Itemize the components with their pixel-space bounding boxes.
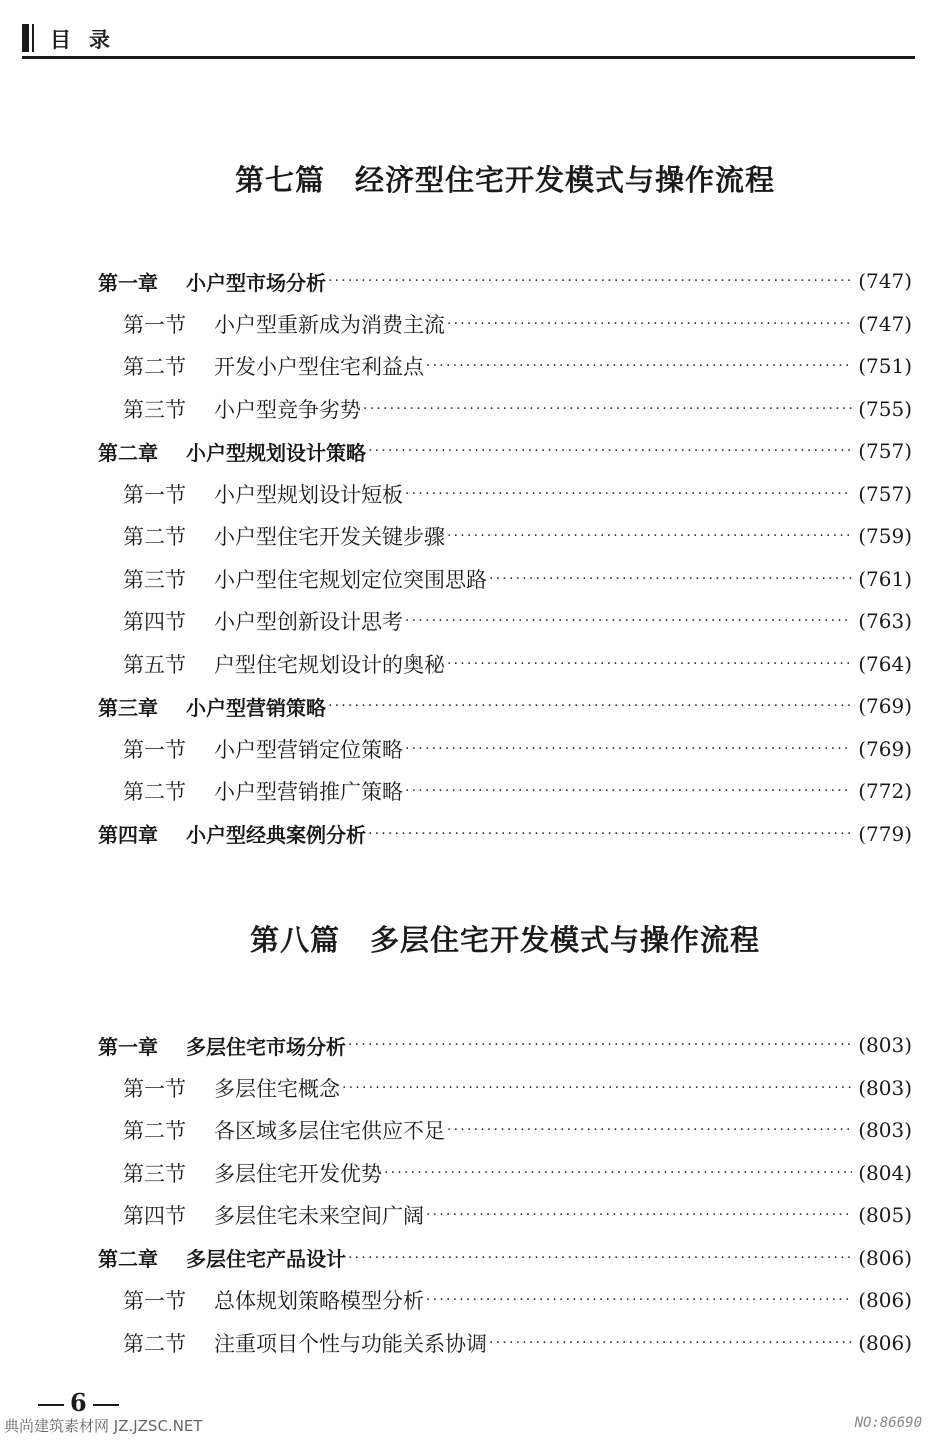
entry-number: 第三节 (123, 397, 186, 422)
entry-number: 第三节 (123, 1161, 186, 1186)
entry-page: (803) (858, 1033, 912, 1058)
toc-section-row (98, 558, 912, 601)
entry-page: (805) (858, 1203, 912, 1228)
toc-chapter-row (98, 685, 912, 728)
entry-title: 总体规划策略模型分析 (214, 1289, 424, 1314)
entry-number: 第二节 (123, 355, 186, 380)
entry-page: (747) (858, 311, 912, 336)
entry-page: (755) (858, 396, 912, 421)
entry-page: (806) (858, 1330, 912, 1355)
toc-section-row (98, 728, 912, 771)
dot-leader (405, 783, 852, 799)
entry-title: 多层住宅开发优势 (214, 1161, 382, 1186)
toc-part-7 (98, 260, 912, 855)
toc-section-row (98, 1152, 912, 1195)
entry-number: 第二节 (123, 1331, 186, 1356)
entry-number: 第一节 (123, 1076, 186, 1101)
entry-title: 多层住宅产品设计 (186, 1247, 346, 1272)
dot-leader (405, 486, 852, 502)
entry-page: (757) (858, 481, 912, 506)
page-header (22, 22, 915, 59)
entry-title: 小户型住宅开发关键步骤 (214, 525, 445, 550)
entry-number: 第二节 (123, 1119, 186, 1144)
dot-leader (384, 1165, 852, 1181)
dot-leader (426, 1292, 852, 1308)
entry-number: 第三章 (98, 695, 158, 720)
entry-number: 第四章 (98, 823, 158, 848)
part-name: 经济型住宅开发模式与操作流程 (355, 163, 776, 197)
toc-section-row (98, 1109, 912, 1152)
part-name: 多层住宅开发模式与操作流程 (370, 923, 761, 957)
entry-page: (806) (858, 1288, 912, 1313)
entry-page: (761) (858, 566, 912, 591)
toc-part-8 (98, 1024, 912, 1364)
entry-title: 户型住宅规划设计的奥秘 (214, 652, 445, 677)
toc-chapter-row (98, 1024, 912, 1067)
entry-title: 小户型规划设计策略 (186, 440, 366, 465)
entry-number: 第二章 (98, 1247, 158, 1272)
entry-number: 第二节 (123, 525, 186, 550)
dot-leader (447, 1122, 852, 1138)
entry-title: 多层住宅未来空间广阔 (214, 1204, 424, 1229)
dot-leader (328, 273, 852, 289)
dot-leader (328, 698, 852, 714)
entry-number: 第二章 (98, 440, 158, 465)
dot-leader (348, 1250, 852, 1266)
toc-chapter-row (98, 430, 912, 473)
toc-section-row (98, 643, 912, 686)
entry-title: 小户型住宅规划定位突围思路 (214, 567, 487, 592)
part-num: 第七篇 (234, 163, 325, 197)
dot-leader (342, 1080, 852, 1096)
toc-section-row (98, 1067, 912, 1110)
toc-section-row (98, 1279, 912, 1322)
entry-title: 开发小户型住宅利益点 (214, 355, 424, 380)
toc-chapter-row (98, 260, 912, 303)
entry-page: (769) (858, 736, 912, 761)
entry-title: 小户型营销定位策略 (214, 737, 403, 762)
dot-leader (368, 826, 852, 842)
dot-leader (489, 1335, 852, 1351)
dot-leader (447, 656, 852, 672)
toc-chapter-row (98, 813, 912, 856)
toc-section-row (98, 1322, 912, 1365)
entry-page: (747) (858, 269, 912, 294)
entry-title: 各区域多层住宅供应不足 (214, 1119, 445, 1144)
header-bar (22, 24, 29, 52)
entry-number: 第一节 (123, 737, 186, 762)
entry-title: 注重项目个性与功能关系协调 (214, 1331, 487, 1356)
page-number (32, 1388, 125, 1417)
entry-page: (764) (858, 651, 912, 676)
header-title: 目录 (50, 28, 128, 52)
entry-number: 第四节 (123, 610, 186, 635)
entry-page: (769) (858, 694, 912, 719)
entry-title: 小户型规划设计短板 (214, 482, 403, 507)
entry-number: 第五节 (123, 652, 186, 677)
entry-title: 小户型营销推广策略 (214, 780, 403, 805)
entry-title: 小户型重新成为消费主流 (214, 312, 445, 337)
toc-section-row (98, 770, 912, 813)
dot-leader (405, 613, 852, 629)
toc-section-row (98, 303, 912, 346)
dot-leader (405, 741, 852, 757)
toc-section-row (98, 388, 912, 431)
page-number-text: 6 (70, 1388, 87, 1417)
entry-title: 多层住宅市场分析 (186, 1034, 346, 1059)
part-title-7 (0, 158, 950, 199)
part-num: 第八篇 (249, 923, 340, 957)
dot-leader (489, 571, 852, 587)
entry-number: 第一节 (123, 312, 186, 337)
entry-number: 第一章 (98, 270, 158, 295)
watermark-right: NO:86690 (854, 1415, 922, 1431)
entry-number: 第一节 (123, 482, 186, 507)
entry-number: 第二节 (123, 780, 186, 805)
entry-number: 第四节 (123, 1204, 186, 1229)
dot-leader (426, 1207, 852, 1223)
entry-page: (803) (858, 1075, 912, 1100)
entry-page: (757) (858, 439, 912, 464)
entry-page: (763) (858, 609, 912, 634)
entry-page: (804) (858, 1160, 912, 1185)
entry-page: (806) (858, 1245, 912, 1270)
entry-number: 第一节 (123, 1289, 186, 1314)
entry-number: 第三节 (123, 567, 186, 592)
dot-leader (368, 443, 852, 459)
toc-section-row (98, 515, 912, 558)
entry-page: (759) (858, 524, 912, 549)
part-title-8 (0, 918, 950, 959)
entry-title: 小户型竞争劣势 (214, 397, 361, 422)
dot-leader (447, 316, 852, 332)
dot-leader (426, 358, 852, 374)
entry-page: (772) (858, 779, 912, 804)
entry-title: 小户型经典案例分析 (186, 823, 366, 848)
dot-leader (363, 401, 852, 417)
toc-chapter-row (98, 1237, 912, 1280)
entry-title: 多层住宅概念 (214, 1076, 340, 1101)
entry-title: 小户型营销策略 (186, 695, 326, 720)
entry-number: 第一章 (98, 1034, 158, 1059)
header-bar-thin (32, 24, 34, 52)
entry-page: (803) (858, 1118, 912, 1143)
dot-leader (348, 1037, 852, 1053)
entry-page: (751) (858, 354, 912, 379)
toc-section-row (98, 600, 912, 643)
toc-section-row (98, 473, 912, 516)
entry-page: (779) (858, 821, 912, 846)
toc-section-row (98, 345, 912, 388)
watermark-left: 典尚建筑素材网 JZ.JZSC.NET (4, 1417, 203, 1435)
entry-title: 小户型市场分析 (186, 270, 326, 295)
dot-leader (447, 528, 852, 544)
entry-title: 小户型创新设计思考 (214, 610, 403, 635)
toc-section-row (98, 1194, 912, 1237)
